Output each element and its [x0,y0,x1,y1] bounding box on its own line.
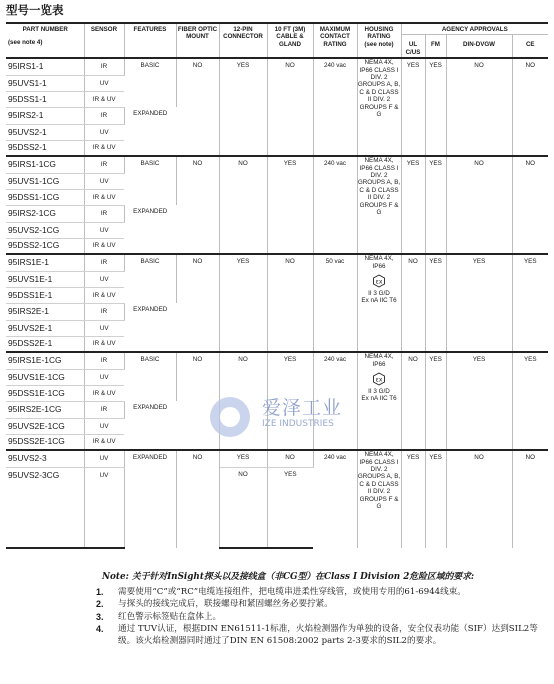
sensor-type: IR [84,254,124,271]
part-number: 95UVS2-3CG [6,467,84,548]
contact-cell: 50 vac [313,254,357,352]
sensor-type: IR & UV [84,189,124,205]
part-number: 95UVS1-1CG [6,173,84,189]
part-number: 95UVS1-1 [6,75,84,91]
fiber-cell: NO [176,58,219,156]
list-item [96,587,548,599]
part-number: 95UVS1E-1 [6,271,84,287]
fiber-cell: NO [176,156,219,254]
housing-cell: NEMA 4X, IP66 CLASS I DIV. 2 GROUPS A, B, C & D CLASS II DIV. 2 GROUPS F & G [357,450,401,548]
watermark-en: IZE INDUSTRIES [262,419,334,429]
part-number: 95DSS2-1CG [6,238,84,254]
contact-cell: 240 vac [313,156,357,254]
note-number: 2. [96,599,104,609]
note-text: 红色警示标签贴在盒体上。 [118,611,222,622]
ce-cell: YES [512,254,548,352]
sensor-type: UV [84,222,124,238]
table-row [6,450,548,467]
sensor-type: IR & UV [84,91,124,107]
din-cell: NO [446,156,512,254]
header-ul: UL C/US [401,35,425,58]
ce-cell: NO [512,156,548,254]
sensor-type: UV [84,173,124,189]
header-agency: AGENCY APPROVALS [401,23,548,35]
sensor-type: UV [84,418,124,434]
contact-cell: 240 vac [313,450,357,548]
header-part-number: PART NUMBER (see note 4) [6,23,84,58]
sensor-type: IR & UV [84,287,124,303]
sensor-type: IR & UV [92,438,116,446]
note-number: 1. [96,586,104,597]
sensor-type: UV [84,75,124,91]
fm-cell: YES [425,58,446,156]
sensor-type: IR [84,58,124,75]
ul-cell: NO [401,352,425,450]
sensor-type: IR & UV [92,340,116,348]
pin12-cell: NO [219,467,267,548]
housing-cell: NEMA 4X, IP66 CLASS I DIV. 2 GROUPS A, B, C & D CLASS II DIV. 2 GROUPS F & G [357,156,401,254]
header-features: FEATURES [124,23,176,58]
fm-cell: YES [425,450,446,548]
feature-cell: BASIC [124,156,176,205]
part-number: 95UVS1E-1CG [6,369,84,385]
part-number: 95IRS2E-1 [6,303,84,320]
list-item [96,612,548,624]
sensor-type: IR [84,107,124,124]
ul-cell: NO [401,254,425,352]
ul-cell: YES [401,450,425,548]
sensor-type: UV [84,467,124,548]
cable-cell: YES [267,156,313,254]
housing-cell: NEMA 4X, IP66 CLASS I DIV. 2 GROUPS A, B, C & D CLASS II DIV. 2 GROUPS F & G [357,58,401,156]
feature-cell: EXPANDED [133,404,168,412]
ce-cell: NO [512,450,548,548]
contact-cell: 240 vac [313,352,357,450]
header-sensor: SENSOR [84,23,124,58]
company-logo-icon [210,397,250,437]
ul-cell: YES [401,156,425,254]
sensor-type: IR & UV [92,242,116,250]
part-number: 95IRS2-1 [6,107,84,124]
sensor-type: IR [84,156,124,173]
cable-cell: NO [267,450,313,467]
svg-text:εx: εx [375,278,383,286]
part-number: 95DSS1E-1CG [6,385,84,401]
ce-cell: YES [512,352,548,450]
table-row [6,156,548,173]
din-cell: YES [446,254,512,352]
sensor-type: UV [84,124,124,140]
part-number: 95UVS2-3 [6,450,84,467]
sensor-type: IR [84,205,124,222]
ex-marking-line1: II 3 G/D [368,388,390,396]
notes-section [96,572,548,648]
header-din: DIN-DVGW [446,35,512,58]
header-housing: HOUSING RATING (see note) [357,23,401,58]
notes-heading: Note: 关于针对InSight探头以及接线盒（非CG型）在Class I Division 2危险区域的要求: [102,572,475,582]
fm-cell: YES [425,156,446,254]
table-row [6,58,548,75]
ex-hexagon-icon [372,274,386,288]
feature-cell: EXPANDED [133,306,168,314]
feature-cell: EXPANDED [124,450,176,548]
part-number: 95DSS1E-1 [6,287,84,303]
note-number: 4. [96,624,104,634]
ex-marking-line1: II 3 G/D [368,290,390,298]
part-number: 95DSS2E-1CG [6,434,84,450]
note-text: 与探头的接线完成后，联接螺母和紧固螺丝务必要拧紧。 [118,599,333,609]
fiber-cell: NO [176,450,219,548]
part-number: 95UVS2-1CG [6,222,84,238]
page-title: 型号一览表 [6,3,64,17]
contact-cell: 240 vac [313,58,357,156]
ex-hexagon-icon [372,372,386,386]
cable-cell: NO [267,58,313,156]
sensor-type: UV [84,271,124,287]
pin12-cell: NO [219,156,267,254]
part-number: 95DSS1-1 [6,91,84,107]
note-number: 3. [96,611,104,622]
watermark [210,395,370,445]
pin12-cell: YES [219,254,267,352]
watermark-cn: 爱泽工业 [262,397,343,419]
fiber-cell: NO [176,254,219,352]
housing-cell [357,254,401,352]
model-spec-table [6,22,548,549]
header-cable: 10 FT (3M) CABLE & GLAND [267,23,313,58]
part-number: 95IRS1-1CG [6,156,84,173]
fiber-cell: NO [176,352,219,450]
sensor-type: IR [84,401,124,418]
part-number: 95DSS2E-1 [6,336,84,352]
note-text: 需要使用“C”或“RC”电缆连接组件，把电缆串进柔性穿线管，或使用专用的61-6944线束。 [118,586,466,597]
ex-marking-line2: Ex nA IIC T6 [361,395,397,403]
din-cell: YES [446,352,512,450]
sensor-type: UV [84,369,124,385]
part-number: 95DSS1-1CG [6,189,84,205]
sensor-type: UV [84,320,124,336]
pin12-cell: YES [219,58,267,156]
ul-cell: YES [401,58,425,156]
part-number: 95IRS2E-1CG [6,401,84,418]
feature-cell: EXPANDED [133,208,168,216]
header-ce: CE [512,35,548,58]
list-item [96,624,548,647]
table-row [6,352,548,369]
part-number: 95UVS2E-1 [6,320,84,336]
sensor-type: UV [84,450,124,467]
ce-cell: NO [512,58,548,156]
cable-cell: YES [267,352,313,450]
part-number: 95UVS2E-1CG [6,418,84,434]
header-fiber-optic: FIBER OPTIC MOUNT [176,23,219,58]
feature-cell: EXPANDED [133,110,168,118]
ex-marking-line2: Ex nA IIC T6 [361,297,397,305]
fm-cell: YES [425,254,446,352]
table-row [6,254,548,271]
feature-cell: BASIC [124,58,176,107]
sensor-type: IR [84,352,124,369]
sensor-type: IR & UV [84,385,124,401]
feature-cell: BASIC [124,352,176,401]
sensor-type: IR [84,303,124,320]
housing-rating-text: NEMA 4X, IP66 [364,255,394,270]
feature-cell: BASIC [124,254,176,303]
din-cell: NO [446,58,512,156]
svg-text:εx: εx [375,376,383,384]
pin12-cell: YES [219,450,267,467]
sensor-type: IR & UV [92,144,116,152]
header-fm: FM [425,35,446,58]
part-number: 95IRS1E-1 [6,254,84,271]
housing-rating-text: NEMA 4X, IP66 [364,353,394,368]
part-number: 95IRS1E-1CG [6,352,84,369]
note-text: 通过 TUV认证，根据DIN EN61511-1标准，火焰检测器作为单独的设备，安全仪表功能（SIF）达到SIL2等级。该火焰检测器同时通过了DIN EN 61508:2002 parts 2-3要求的SIL2的要求。 [118,624,538,646]
pin12-cell: NO [219,352,267,450]
cable-cell: YES [267,467,313,548]
fm-cell: YES [425,352,446,450]
part-number: 95UVS2-1 [6,124,84,140]
part-number: 95DSS2-1 [6,140,84,156]
part-number: 95IRS1-1 [6,58,84,75]
cable-cell: NO [267,254,313,352]
part-number: 95IRS2-1CG [6,205,84,222]
header-max-contact: MAXIMUM CONTACT RATING [313,23,357,58]
list-item [96,599,548,611]
din-cell: NO [446,450,512,548]
header-12pin: 12-PIN CONNECTOR [219,23,267,58]
